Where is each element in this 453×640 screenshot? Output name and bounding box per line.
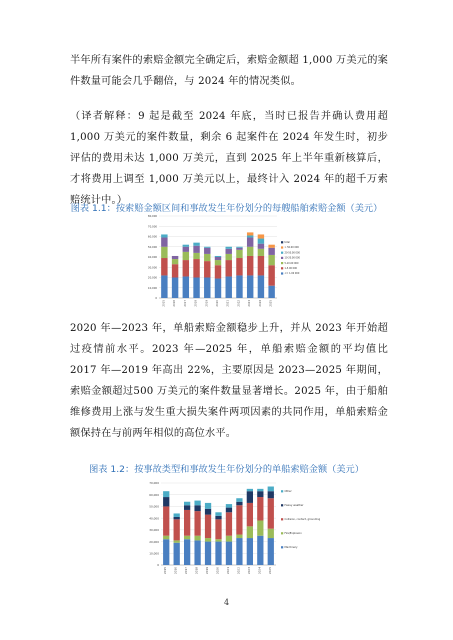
page-number: 4 — [223, 598, 230, 607]
bar-segment — [205, 515, 211, 538]
bar-segment — [215, 542, 221, 565]
x-tick-label: 2020 — [216, 300, 219, 307]
bar-segment — [183, 260, 189, 276]
legend-label: Collision, contact, grounding — [284, 518, 320, 521]
legend-swatch — [281, 272, 283, 274]
bar-segment — [236, 250, 242, 258]
bar-segment — [204, 278, 210, 299]
bar-segment — [184, 536, 190, 540]
bar-segment — [183, 252, 189, 260]
bar-segment — [161, 275, 167, 298]
bar-segment — [193, 259, 199, 277]
legend-swatch — [281, 504, 283, 506]
bar-segment — [194, 501, 200, 506]
bar-segment — [247, 275, 253, 298]
x-tick-label: 2024 — [258, 300, 262, 307]
y-tick-label: 70,000 — [147, 225, 157, 229]
bar-segment — [163, 497, 169, 506]
bar-segment — [184, 539, 190, 565]
x-tick-label: 2025 — [269, 300, 273, 307]
bar-segment — [193, 278, 199, 299]
legend-swatch — [281, 267, 283, 269]
bar-segment — [193, 253, 199, 259]
bar-segment — [236, 505, 242, 534]
x-tick-label: 2018 — [194, 567, 199, 575]
bar-segment — [247, 489, 253, 491]
bar-segment — [184, 502, 190, 506]
y-tick-label: 40,000 — [147, 256, 157, 260]
bar-segment — [172, 256, 178, 259]
bar-segment — [257, 491, 263, 497]
bar-segment — [215, 279, 221, 298]
bar-segment — [247, 256, 253, 275]
bar-segment — [268, 248, 274, 255]
bar-segment — [193, 243, 199, 246]
bar-segment — [205, 503, 211, 509]
bar-segment — [161, 247, 167, 258]
x-tick-label: 2017 — [184, 567, 189, 575]
bar-segment — [184, 510, 190, 536]
y-tick-label: 30,000 — [149, 528, 159, 533]
bar-segment — [204, 261, 210, 277]
bar-segment — [163, 536, 169, 540]
bar-segment — [268, 491, 274, 498]
x-tick-label: 2024 — [257, 567, 262, 575]
legend-label: <= 1.00 000 — [284, 272, 300, 276]
y-tick-label: 10,000 — [147, 286, 157, 290]
bar-segment — [215, 539, 221, 541]
y-tick-label: 30,000 — [147, 266, 157, 270]
bar-segment — [174, 517, 180, 519]
bar-segment — [226, 512, 232, 535]
x-tick-label: 2021 — [226, 300, 230, 307]
bar-segment — [204, 247, 210, 248]
bar-segment — [183, 276, 189, 298]
bar-segment — [226, 247, 232, 249]
y-tick-label: 60,000 — [149, 492, 159, 497]
x-tick-label: 2017 — [183, 300, 187, 307]
bar-segment — [236, 538, 242, 565]
x-tick-label: 2025 — [267, 567, 272, 575]
bar-segment — [268, 245, 274, 248]
bar-segment — [174, 519, 180, 540]
y-tick-label: 10,000 — [149, 551, 159, 556]
paragraph-2: （译者解释：9 起是截至 2024 年底，当时已报告并确认费用超 1,000 万美元的案件数量，剩余 6 起案件在 2024 年发生时，初步评估的费用未达 1,000 万美元，直到 2025 年上半年重新核算后，才将费用上调至 1,000 万美元以上，最终计入 2024 年的超千万索赔统计中。） — [70, 111, 388, 206]
bar-segment — [247, 503, 253, 526]
bar-segment — [268, 265, 274, 286]
x-tick-label: 2023 — [248, 300, 252, 307]
x-tick-label: 2016 — [173, 300, 177, 307]
bar-segment — [172, 259, 178, 264]
x-tick-label: 2021 — [225, 567, 230, 575]
legend-swatch — [281, 257, 283, 259]
legend-swatch — [281, 246, 283, 248]
bar-segment — [268, 286, 274, 298]
bar-segment — [258, 256, 264, 275]
bar-segment — [236, 258, 242, 275]
bar-segment — [172, 278, 178, 299]
bar-segment — [161, 238, 167, 247]
chart-1 — [145, 213, 310, 313]
bar-segment — [194, 511, 200, 536]
legend-swatch — [281, 532, 283, 534]
legend-label: 10-20.00 000 — [284, 256, 300, 260]
bar-segment — [247, 526, 253, 538]
bar-segment — [226, 504, 232, 508]
bar-segment — [161, 258, 167, 275]
bar-segment — [215, 265, 221, 278]
paragraph-1: 半年所有案件的索赔金额完全确定后，索赔金额超 1,000 万美元的案件数量可能会几乎翻倍，与 2024 年的情况类似。 — [70, 55, 388, 87]
bar-segment — [183, 245, 189, 247]
legend-swatch — [281, 241, 283, 243]
legend-label: total — [284, 241, 290, 244]
legend-label: 20-50.00 000 — [284, 251, 300, 255]
bar-segment — [194, 505, 200, 511]
bar-segment — [268, 487, 274, 492]
y-tick-label: 80,000 — [147, 215, 157, 219]
bar-segment — [258, 249, 264, 256]
bar-segment — [258, 244, 264, 249]
y-tick-label: 0 — [155, 297, 157, 301]
legend-label: Machinery — [284, 546, 298, 549]
bar-segment — [163, 539, 169, 565]
bar-segment — [174, 540, 180, 542]
bar-segment — [236, 535, 242, 539]
bar-segment — [174, 513, 180, 517]
bar-segment — [215, 257, 221, 260]
bar-segment — [236, 248, 242, 250]
x-tick-label: 2016 — [173, 567, 178, 575]
legend-label: Fire/Explosion — [284, 532, 302, 535]
figure-1-caption: 图表 1.1：按索赔金额区间和事故发生年份划分的每艘船舶索赔金额（美元） — [70, 203, 383, 214]
legend-swatch — [281, 262, 283, 264]
bar-segment — [226, 249, 232, 254]
bar-segment — [204, 248, 210, 254]
y-tick-label: 20,000 — [149, 539, 159, 544]
y-tick-label: 60,000 — [147, 235, 157, 239]
bar-segment — [268, 538, 274, 565]
x-tick-label: 2018 — [194, 300, 198, 307]
legend-label: > 50.00 000 — [284, 246, 299, 250]
bar-segment — [236, 247, 242, 248]
bar-segment — [226, 536, 232, 542]
bar-segment — [226, 276, 232, 298]
bar-segment — [172, 264, 178, 277]
bar-segment — [204, 254, 210, 261]
bar-segment — [268, 255, 274, 265]
bar-segment — [236, 275, 242, 298]
x-tick-label: 2019 — [205, 300, 209, 307]
legend-swatch — [281, 490, 283, 492]
legend-swatch — [281, 546, 283, 548]
bar-segment — [194, 536, 200, 541]
bar-segment — [247, 491, 253, 503]
bar-segment — [163, 506, 169, 535]
legend-swatch — [281, 518, 283, 520]
bar-segment — [226, 508, 232, 513]
x-tick-label: 2020 — [215, 567, 220, 575]
bar-segment — [226, 254, 232, 260]
bar-segment — [258, 234, 264, 238]
bar-segment — [215, 519, 221, 539]
bar-segment — [163, 491, 169, 497]
x-tick-label: 2023 — [246, 567, 251, 575]
bar-segment — [257, 489, 263, 491]
legend-label: Other — [284, 490, 292, 493]
bar-segment — [247, 247, 253, 256]
bar-segment — [257, 497, 263, 520]
x-tick-label: 2015 — [162, 300, 166, 307]
bar-segment — [247, 538, 253, 565]
bar-segment — [215, 256, 221, 257]
y-tick-label: 50,000 — [149, 504, 159, 509]
bar-segment — [268, 498, 274, 528]
bar-segment — [258, 275, 264, 298]
legend-swatch — [281, 252, 283, 254]
bar-segment — [247, 238, 253, 247]
bar-segment — [268, 529, 274, 538]
figure-2-caption: 图表 1.2：按事故类型和事故发生年份划分的单船索赔金额（美元） — [89, 464, 364, 475]
bar-segment — [226, 260, 232, 276]
bar-segment — [205, 538, 211, 542]
bar-segment — [215, 260, 221, 265]
bar-segment — [257, 520, 263, 535]
bar-segment — [215, 516, 221, 520]
chart-2 — [145, 480, 320, 582]
bar-segment — [174, 543, 180, 565]
bar-segment — [258, 239, 264, 244]
y-tick-label: 20,000 — [147, 276, 157, 280]
y-tick-label: 40,000 — [149, 516, 159, 521]
x-tick-label: 2015 — [163, 567, 168, 575]
bar-segment — [184, 505, 190, 510]
x-tick-label: 2019 — [205, 567, 210, 575]
x-tick-label: 2022 — [237, 300, 241, 307]
bar-segment — [205, 509, 211, 515]
legend-label: 5-10.00 000 — [284, 261, 299, 265]
bar-segment — [183, 247, 189, 252]
bar-segment — [215, 512, 221, 516]
legend-label: 1-5.00 000 — [284, 267, 298, 270]
bar-segment — [193, 246, 199, 253]
bar-segment — [236, 502, 242, 506]
bar-segment — [247, 232, 253, 235]
bar-segment — [236, 498, 242, 502]
bar-segment — [247, 235, 253, 237]
bar-segment — [226, 542, 232, 565]
bar-segment — [205, 542, 211, 565]
legend-label: Heavy weather — [284, 504, 304, 507]
bar-segment — [194, 540, 200, 565]
y-tick-label: 50,000 — [147, 245, 157, 249]
paragraph-3: 2020 年—2023 年，单船索赔金额稳步上升，并从 2023 年开始超过疫情前水平。2023 年—2025 年，单船索赔金额的平均值比 2017 年—2019 年高出 22%，主要原因是 2023—2025 年期间，索赔金额超过500 万美元的案件数量显著增长。2025 年，由于船舶维修费用上涨与发生重大损失案件两项因素的共同作用，单船索赔金额保持在与前两年相似的高位水平。 — [70, 323, 388, 439]
bar-segment — [161, 234, 167, 237]
bar-segment — [257, 536, 263, 565]
x-tick-label: 2022 — [236, 567, 241, 575]
y-tick-label: 0 — [157, 563, 159, 568]
y-tick-label: 70,000 — [149, 481, 159, 486]
